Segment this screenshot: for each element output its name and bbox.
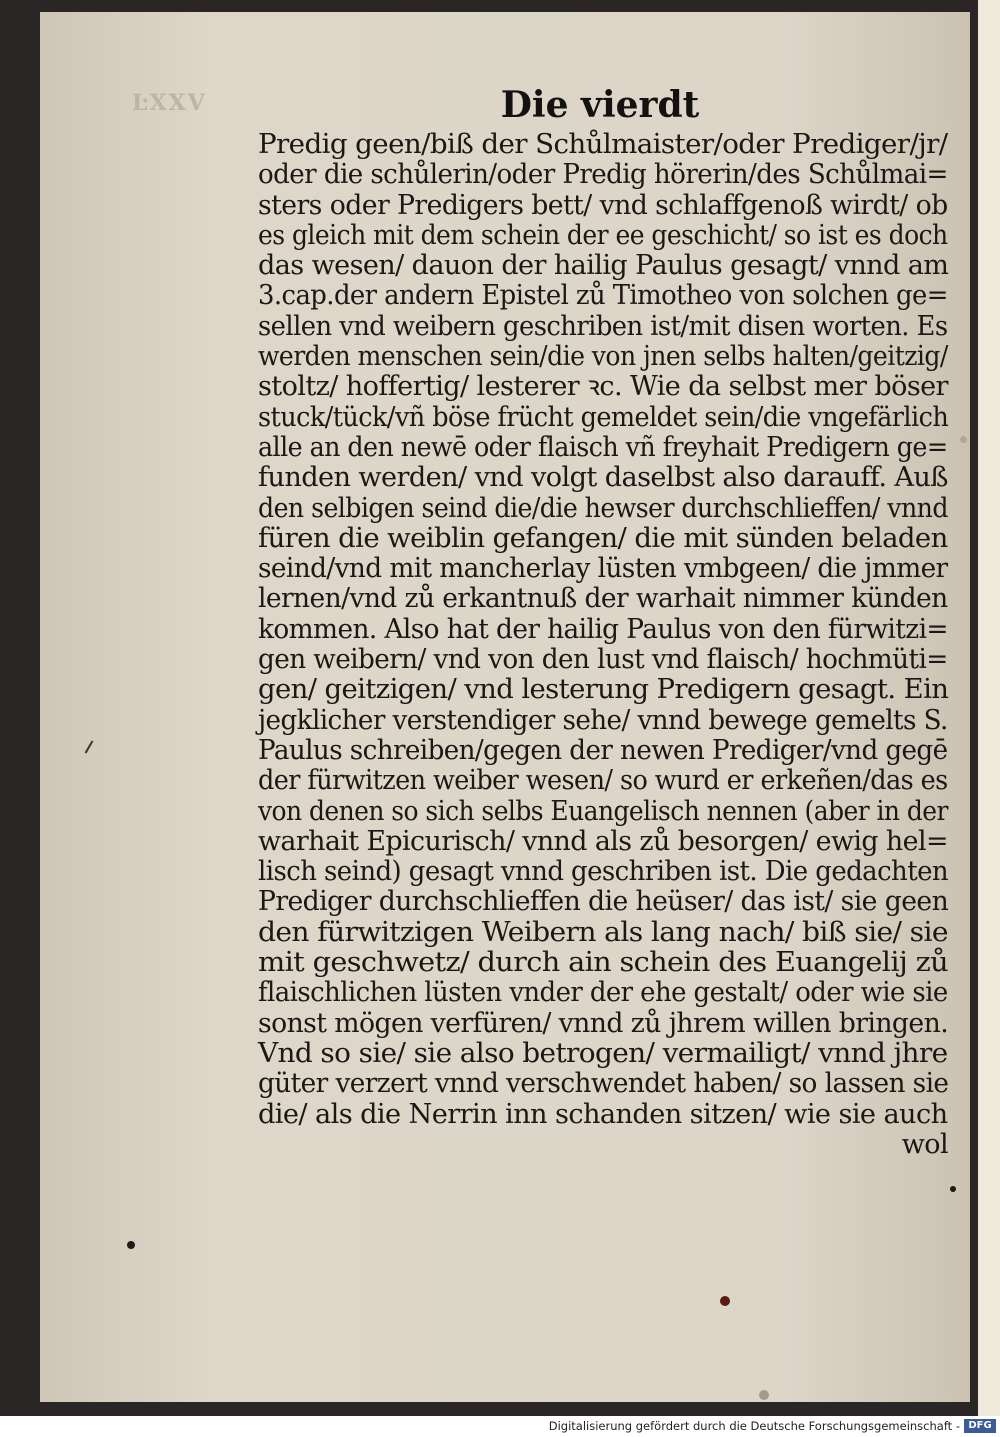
text-line: Vnd so sie/ sie also betrogen/ vermailigt/ vnnd jhre — [258, 1037, 948, 1069]
text-line: das wesen/ dauon der hailig Paulus gesagt/ vnnd am — [258, 250, 949, 282]
ink-spot — [950, 1186, 956, 1192]
text-line: jegklicher verstendiger sehe/ vnnd bewege gemelts S. — [258, 704, 948, 736]
text-line: funden werden/ vnd volgt daselbst also darauff. Auß — [258, 462, 948, 494]
text-line: den selbigen seind die/die hewser durchschlieffen/ vnnd — [258, 492, 948, 524]
text-line: gen/ geitzigen/ vnd lesterung Predigern gesagt. Ein — [258, 674, 949, 706]
text-line: sters oder Predigers bett/ vnd schlaffgenoß wirdt/ ob — [258, 189, 948, 221]
text-line: lernen/vnd zů erkantnuß der warhait nimmer künden — [258, 583, 948, 615]
text-line: seind/vnd mit mancherlay lüsten vmbgeen/ die jmmer — [258, 553, 948, 585]
text-line: gen weibern/ vnd von den lust vnd flaisch/ hochmüti= — [258, 644, 948, 676]
catchword: wol — [901, 1128, 948, 1160]
text-line: Predig geen/biß der Schůlmaister/oder Prediger/jr/ — [258, 129, 948, 160]
text-line: alle an den newē oder flaisch vñ freyhait Predigern ge= — [258, 431, 948, 463]
ink-spot — [759, 1390, 769, 1400]
text-line: füren die weiblin gefangen/ die mit sünden beladen — [258, 522, 948, 554]
running-head: Die vierdt — [500, 84, 700, 126]
text-line: von denen so sich selbs Euangelisch nennen (aber in der — [258, 795, 948, 827]
text-line: güter verzert vnnd verschwendet haben/ so lassen sie — [258, 1068, 949, 1100]
text-line: sellen vnd weibern geschriben ist/mit disen worten. Es — [258, 310, 948, 342]
text-line: 3.cap.der andern Epistel zů Timotheo von solchen ge= — [258, 280, 948, 312]
text-line: Prediger durchschlieffen die heüser/ das ist/ sie geen — [258, 886, 949, 918]
text-line: kommen. Also hat der hailig Paulus von den fürwitzi= — [258, 613, 948, 645]
text-line: warhait Epicurisch/ vnnd als zů besorgen/ ewig hel= — [258, 825, 948, 857]
text-line: flaischlichen lüsten vnder der ehe gestalt/ oder wie sie — [258, 977, 948, 1009]
text-line: es gleich mit dem schein der ee geschicht/ so ist es doch — [258, 219, 948, 251]
text-line: lisch seind) gesagt vnnd geschriben ist. Die gedachten — [258, 856, 949, 888]
text-line: werden menschen sein/die von jnen selbs halten/geitzig/ — [258, 341, 948, 373]
body-text — [258, 130, 948, 1160]
text-line: Paulus schreiben/gegen der newen Prediger/vnd gegē — [258, 734, 948, 766]
text-line: oder die schůlerin/oder Predig hörerin/des Schůlmai= — [258, 159, 948, 191]
ink-spot — [127, 1241, 135, 1249]
footer-bar — [0, 1416, 1000, 1437]
page-edge-strip — [978, 0, 1000, 1416]
footer-credit: Digitalisierung gefördert durch die Deutsche Forschungsgemeinschaft - — [548, 1419, 960, 1433]
text-line: stoltz/ hoffertig/ lesterer ꝛc. Wie da selbst mer böser — [258, 371, 948, 403]
text-line: der fürwitzen weiber wesen/ so wurd er erkeñen/das es — [258, 765, 948, 797]
text-line: den fürwitzigen Weibern als lang nach/ biß sie/ sie — [258, 916, 948, 948]
ink-spot — [720, 1296, 730, 1306]
text-line: sonst mögen verfüren/ vnnd zů jhrem willen bringen. — [258, 1007, 949, 1039]
text-line: stuck/tück/vñ böse frücht gemeldet sein/die vngefärlich — [258, 401, 949, 433]
faint-foliation-mark: ĿXXV — [132, 90, 207, 116]
text-line: mit geschwetz/ durch ain schein des Euangelij zů — [258, 947, 949, 979]
dfg-logo: DFG — [964, 1419, 996, 1433]
ink-spot — [960, 436, 967, 443]
text-line: die/ als die Nerrin inn schanden sitzen/ wie sie auch — [258, 1098, 948, 1130]
